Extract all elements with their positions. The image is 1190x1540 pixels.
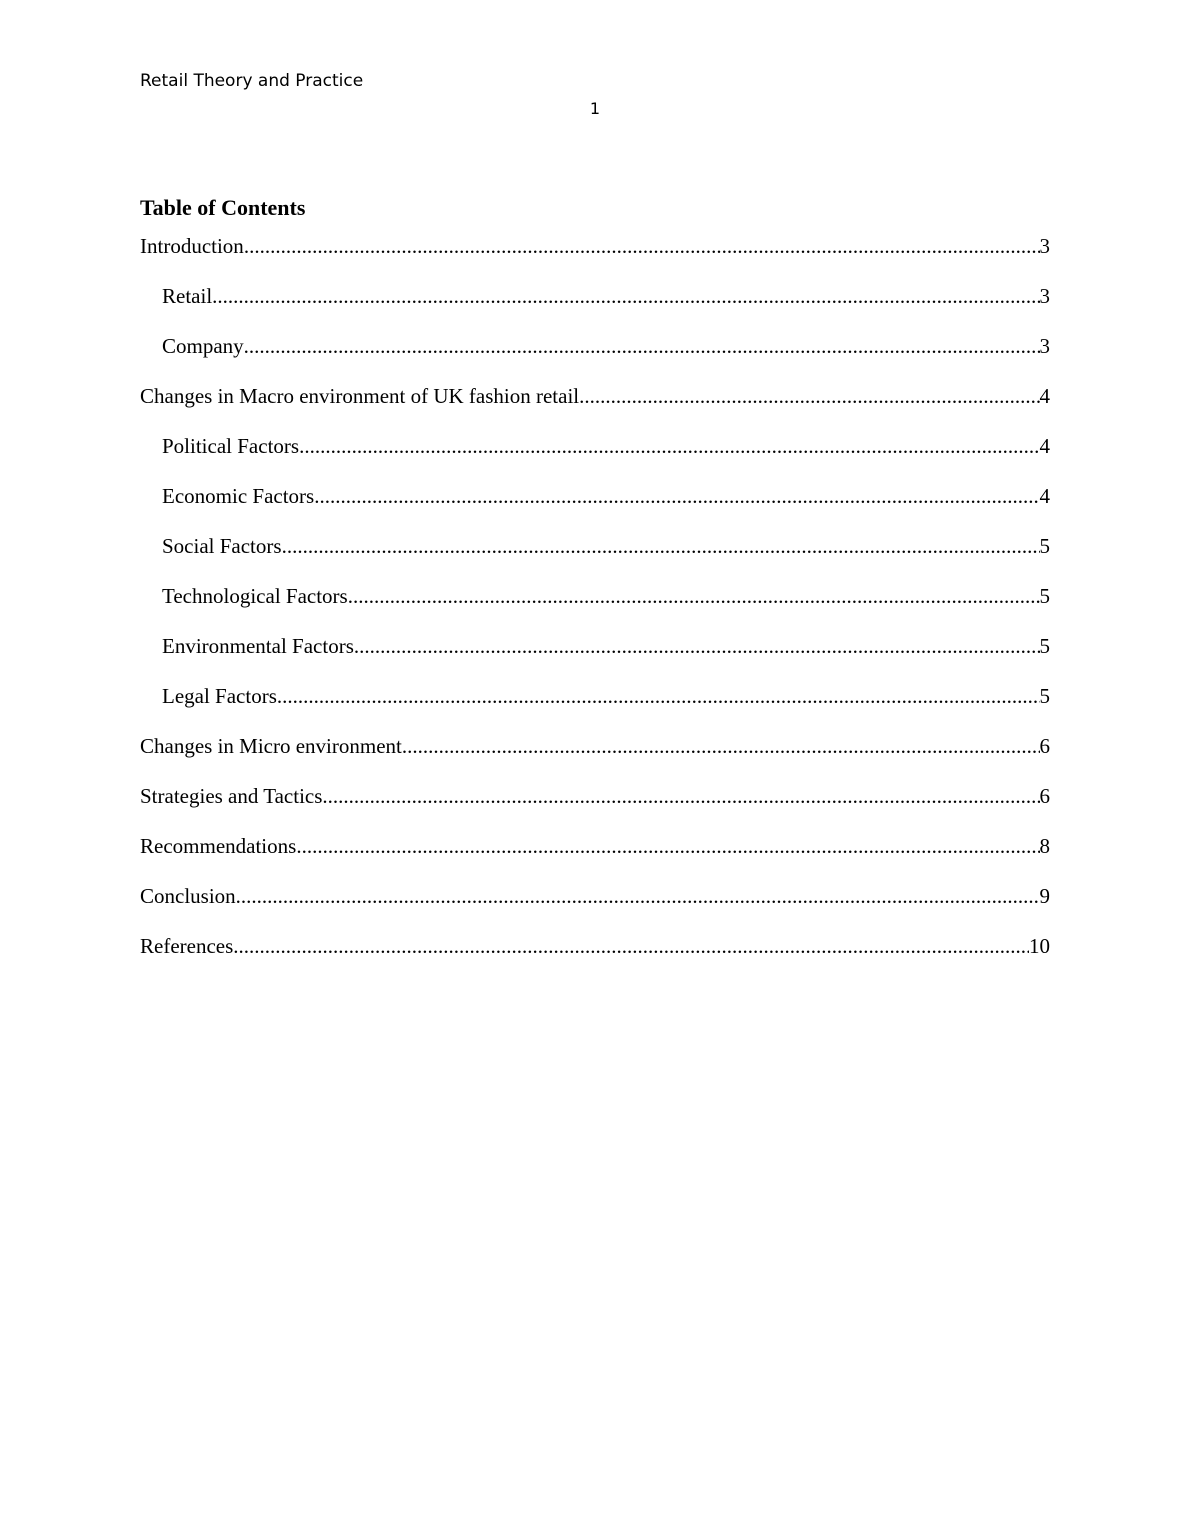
toc-entry-label: Strategies and Tactics xyxy=(140,784,323,808)
toc-entry-page: 5 xyxy=(1039,534,1050,558)
toc-entry-page: 5 xyxy=(1039,584,1050,608)
toc-entry-label: Legal Factors xyxy=(162,684,277,708)
toc-dot-leader xyxy=(296,834,1039,859)
toc-entry-legal-factors[interactable] xyxy=(140,684,1050,734)
toc-entry-page: 9 xyxy=(1039,884,1050,908)
toc-dot-leader xyxy=(299,434,1039,459)
running-header-title: Retail Theory and Practice xyxy=(140,71,364,91)
toc-entry-label: Recommendations xyxy=(140,834,297,858)
toc-dot-leader xyxy=(282,534,1040,559)
toc-entry-label: Economic Factors xyxy=(162,484,315,508)
toc-entry-label: Changes in Macro environment of UK fashion retail xyxy=(140,384,580,408)
toc-entry-political-factors[interactable] xyxy=(140,434,1050,484)
toc-entry-page: 4 xyxy=(1039,434,1050,458)
toc-entry-macro-environment[interactable] xyxy=(140,384,1050,434)
toc-entry-page: 10 xyxy=(1029,934,1050,958)
toc-dot-leader xyxy=(277,684,1040,709)
toc-entry-page: 8 xyxy=(1039,834,1050,858)
toc-dot-leader xyxy=(233,934,1029,959)
toc-entry-label: Environmental Factors xyxy=(162,634,354,658)
toc-entry-social-factors[interactable] xyxy=(140,534,1050,584)
toc-dot-leader xyxy=(322,784,1039,809)
toc-dot-leader xyxy=(579,384,1039,409)
toc-entry-label: Introduction xyxy=(140,234,244,258)
page-number: 1 xyxy=(589,99,601,118)
toc-dot-leader xyxy=(212,284,1039,309)
toc-dot-leader xyxy=(314,484,1039,509)
toc-entry-page: 4 xyxy=(1039,384,1050,408)
toc-entry-label: Changes in Micro environment xyxy=(140,734,402,758)
toc-list xyxy=(140,234,1050,984)
toc-dot-leader xyxy=(244,234,1040,259)
toc-entry-technological-factors[interactable] xyxy=(140,584,1050,634)
toc-entry-label: Social Factors xyxy=(162,534,282,558)
toc-dot-leader xyxy=(354,634,1040,659)
toc-entry-label: Company xyxy=(162,334,244,358)
toc-entry-label: Political Factors xyxy=(162,434,300,458)
toc-entry-page: 3 xyxy=(1039,334,1050,358)
toc-dot-leader xyxy=(348,584,1040,609)
toc-entry-page: 3 xyxy=(1039,284,1050,308)
toc-entry-page: 5 xyxy=(1039,684,1050,708)
toc-entry-environmental-factors[interactable] xyxy=(140,634,1050,684)
toc-entry-label: Conclusion xyxy=(140,884,236,908)
toc-entry-introduction[interactable] xyxy=(140,234,1050,284)
toc-entry-label: References xyxy=(140,934,234,958)
toc-entry-page: 3 xyxy=(1039,234,1050,258)
toc-entry-retail[interactable] xyxy=(140,284,1050,334)
toc-entry-strategies-and-tactics[interactable] xyxy=(140,784,1050,834)
toc-entry-label: Technological Factors xyxy=(162,584,348,608)
toc-entry-economic-factors[interactable] xyxy=(140,484,1050,534)
toc-entry-page: 6 xyxy=(1039,734,1050,758)
toc-entry-page: 6 xyxy=(1039,784,1050,808)
toc-heading: Table of Contents xyxy=(140,195,306,220)
toc-entry-page: 5 xyxy=(1039,634,1050,658)
toc-dot-leader xyxy=(236,884,1040,909)
toc-dot-leader xyxy=(402,734,1040,759)
toc-entry-company[interactable] xyxy=(140,334,1050,384)
toc-entry-label: Retail xyxy=(162,284,213,308)
toc-entry-conclusion[interactable] xyxy=(140,884,1050,934)
toc-entry-micro-environment[interactable] xyxy=(140,734,1050,784)
toc-dot-leader xyxy=(244,334,1040,359)
toc-entry-recommendations[interactable] xyxy=(140,834,1050,884)
toc-entry-references[interactable] xyxy=(140,934,1050,984)
toc-entry-page: 4 xyxy=(1039,484,1050,508)
